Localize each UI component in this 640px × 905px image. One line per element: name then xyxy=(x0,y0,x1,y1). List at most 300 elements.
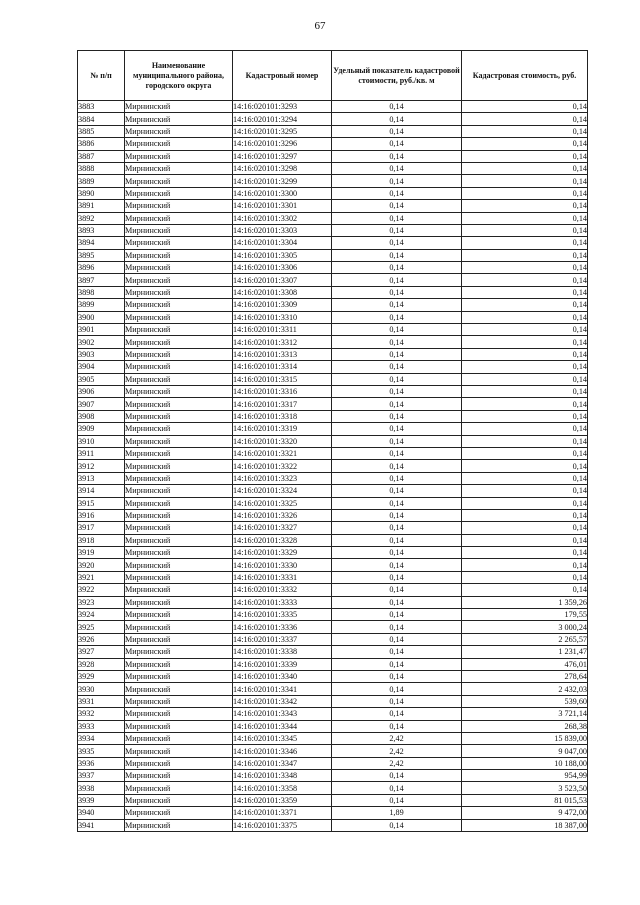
cadastral-number-cell: 14:16:020101:3332 xyxy=(233,584,332,596)
table-row xyxy=(78,571,588,583)
table-body xyxy=(78,101,588,832)
district-cell: Мирнинский xyxy=(125,584,233,596)
table-row xyxy=(78,745,588,757)
row-number-cell: 3923 xyxy=(78,596,125,608)
district-cell: Мирнинский xyxy=(125,398,233,410)
district-cell: Мирнинский xyxy=(125,633,233,645)
unit-value-cell: 0,14 xyxy=(332,336,462,348)
district-cell: Мирнинский xyxy=(125,745,233,757)
district-cell: Мирнинский xyxy=(125,150,233,162)
cadastral-value-cell: 278,64 xyxy=(462,670,588,682)
cadastral-value-cell: 0,14 xyxy=(462,497,588,509)
cadastral-value-cell: 0,14 xyxy=(462,125,588,137)
cadastral-value-cell: 0,14 xyxy=(462,286,588,298)
cadastral-value-table xyxy=(77,50,588,832)
row-number-cell: 3884 xyxy=(78,113,125,125)
district-cell: Мирнинский xyxy=(125,175,233,187)
cadastral-value-cell: 0,14 xyxy=(462,410,588,422)
unit-value-cell: 0,14 xyxy=(332,472,462,484)
cadastral-number-cell: 14:16:020101:3326 xyxy=(233,509,332,521)
district-cell: Мирнинский xyxy=(125,435,233,447)
table-row xyxy=(78,373,588,385)
unit-value-cell: 0,14 xyxy=(332,658,462,670)
unit-value-cell: 0,14 xyxy=(332,584,462,596)
table-row xyxy=(78,423,588,435)
row-number-cell: 3930 xyxy=(78,683,125,695)
unit-value-cell: 0,14 xyxy=(332,609,462,621)
district-cell: Мирнинский xyxy=(125,460,233,472)
district-cell: Мирнинский xyxy=(125,311,233,323)
row-number-cell: 3940 xyxy=(78,807,125,819)
cadastral-number-cell: 14:16:020101:3302 xyxy=(233,212,332,224)
cadastral-value-cell: 0,14 xyxy=(462,522,588,534)
cadastral-number-cell: 14:16:020101:3348 xyxy=(233,770,332,782)
row-number-cell: 3934 xyxy=(78,732,125,744)
cadastral-value-cell: 0,14 xyxy=(462,472,588,484)
cadastral-number-cell: 14:16:020101:3295 xyxy=(233,125,332,137)
table-row xyxy=(78,819,588,831)
unit-value-cell: 0,14 xyxy=(332,113,462,125)
table-row xyxy=(78,324,588,336)
unit-value-cell: 0,14 xyxy=(332,373,462,385)
table-row xyxy=(78,646,588,658)
row-number-cell: 3902 xyxy=(78,336,125,348)
cadastral-number-cell: 14:16:020101:3320 xyxy=(233,435,332,447)
unit-value-cell: 0,14 xyxy=(332,224,462,236)
cadastral-number-cell: 14:16:020101:3346 xyxy=(233,745,332,757)
table-row xyxy=(78,447,588,459)
unit-value-cell: 0,14 xyxy=(332,695,462,707)
table-row xyxy=(78,398,588,410)
row-number-cell: 3931 xyxy=(78,695,125,707)
table-row xyxy=(78,547,588,559)
unit-value-cell: 1,89 xyxy=(332,807,462,819)
cadastral-number-cell: 14:16:020101:3371 xyxy=(233,807,332,819)
cadastral-value-cell: 0,14 xyxy=(462,447,588,459)
table-row xyxy=(78,695,588,707)
cadastral-number-cell: 14:16:020101:3310 xyxy=(233,311,332,323)
cadastral-value-cell: 0,14 xyxy=(462,212,588,224)
cadastral-number-cell: 14:16:020101:3300 xyxy=(233,187,332,199)
cadastral-value-cell: 0,14 xyxy=(462,311,588,323)
cadastral-number-cell: 14:16:020101:3359 xyxy=(233,794,332,806)
row-number-cell: 3926 xyxy=(78,633,125,645)
cadastral-number-cell: 14:16:020101:3313 xyxy=(233,348,332,360)
row-number-cell: 3885 xyxy=(78,125,125,137)
district-cell: Мирнинский xyxy=(125,472,233,484)
row-number-cell: 3891 xyxy=(78,200,125,212)
cadastral-value-cell: 0,14 xyxy=(462,361,588,373)
cadastral-number-cell: 14:16:020101:3321 xyxy=(233,447,332,459)
row-number-cell: 3910 xyxy=(78,435,125,447)
row-number-cell: 3906 xyxy=(78,385,125,397)
cadastral-number-cell: 14:16:020101:3358 xyxy=(233,782,332,794)
cadastral-number-cell: 14:16:020101:3343 xyxy=(233,708,332,720)
district-cell: Мирнинский xyxy=(125,447,233,459)
table-row xyxy=(78,559,588,571)
cadastral-number-cell: 14:16:020101:3311 xyxy=(233,324,332,336)
table-row xyxy=(78,757,588,769)
header-district: Наименование муниципального района, городского округа xyxy=(125,51,233,101)
district-cell: Мирнинский xyxy=(125,571,233,583)
cadastral-value-cell: 0,14 xyxy=(462,187,588,199)
cadastral-value-cell: 81 015,53 xyxy=(462,794,588,806)
cadastral-number-cell: 14:16:020101:3315 xyxy=(233,373,332,385)
district-cell: Мирнинский xyxy=(125,187,233,199)
district-cell: Мирнинский xyxy=(125,534,233,546)
unit-value-cell: 0,14 xyxy=(332,782,462,794)
table-row xyxy=(78,633,588,645)
row-number-cell: 3911 xyxy=(78,447,125,459)
cadastral-number-cell: 14:16:020101:3309 xyxy=(233,299,332,311)
cadastral-value-cell: 0,14 xyxy=(462,584,588,596)
table-header-row xyxy=(78,51,588,101)
district-cell: Мирнинский xyxy=(125,348,233,360)
cadastral-number-cell: 14:16:020101:3328 xyxy=(233,534,332,546)
header-cadastral-number: Кадастровый номер xyxy=(233,51,332,101)
district-cell: Мирнинский xyxy=(125,138,233,150)
cadastral-value-cell: 0,14 xyxy=(462,175,588,187)
unit-value-cell: 0,14 xyxy=(332,633,462,645)
cadastral-number-cell: 14:16:020101:3347 xyxy=(233,757,332,769)
cadastral-value-cell: 0,14 xyxy=(462,559,588,571)
row-number-cell: 3890 xyxy=(78,187,125,199)
cadastral-number-cell: 14:16:020101:3314 xyxy=(233,361,332,373)
unit-value-cell: 0,14 xyxy=(332,435,462,447)
unit-value-cell: 0,14 xyxy=(332,670,462,682)
cadastral-value-cell: 0,14 xyxy=(462,274,588,286)
table-row xyxy=(78,175,588,187)
cadastral-number-cell: 14:16:020101:3345 xyxy=(233,732,332,744)
cadastral-value-cell: 0,14 xyxy=(462,348,588,360)
cadastral-number-cell: 14:16:020101:3318 xyxy=(233,410,332,422)
unit-value-cell: 0,14 xyxy=(332,509,462,521)
district-cell: Мирнинский xyxy=(125,819,233,831)
unit-value-cell: 0,14 xyxy=(332,571,462,583)
cadastral-value-cell: 9 472,00 xyxy=(462,807,588,819)
district-cell: Мирнинский xyxy=(125,732,233,744)
cadastral-value-cell: 1 359,26 xyxy=(462,596,588,608)
cadastral-number-cell: 14:16:020101:3308 xyxy=(233,286,332,298)
district-cell: Мирнинский xyxy=(125,224,233,236)
cadastral-number-cell: 14:16:020101:3330 xyxy=(233,559,332,571)
cadastral-number-cell: 14:16:020101:3312 xyxy=(233,336,332,348)
cadastral-number-cell: 14:16:020101:3341 xyxy=(233,683,332,695)
cadastral-number-cell: 14:16:020101:3317 xyxy=(233,398,332,410)
unit-value-cell: 0,14 xyxy=(332,212,462,224)
unit-value-cell: 0,14 xyxy=(332,683,462,695)
unit-value-cell: 0,14 xyxy=(332,125,462,137)
row-number-cell: 3939 xyxy=(78,794,125,806)
unit-value-cell: 0,14 xyxy=(332,200,462,212)
district-cell: Мирнинский xyxy=(125,757,233,769)
district-cell: Мирнинский xyxy=(125,646,233,658)
row-number-cell: 3888 xyxy=(78,162,125,174)
table-row xyxy=(78,262,588,274)
row-number-cell: 3929 xyxy=(78,670,125,682)
cadastral-number-cell: 14:16:020101:3303 xyxy=(233,224,332,236)
row-number-cell: 3915 xyxy=(78,497,125,509)
header-unit-value: Удельный показатель кадастровой стоимости, руб./кв. м xyxy=(332,51,462,101)
table-row xyxy=(78,658,588,670)
cadastral-number-cell: 14:16:020101:3306 xyxy=(233,262,332,274)
cadastral-value-cell: 476,01 xyxy=(462,658,588,670)
table-row xyxy=(78,385,588,397)
table-row xyxy=(78,435,588,447)
table-row xyxy=(78,522,588,534)
page-number: 67 xyxy=(314,20,326,32)
cadastral-value-cell: 0,14 xyxy=(462,547,588,559)
unit-value-cell: 0,14 xyxy=(332,324,462,336)
row-number-cell: 3908 xyxy=(78,410,125,422)
row-number-cell: 3916 xyxy=(78,509,125,521)
row-number-cell: 3912 xyxy=(78,460,125,472)
cadastral-value-cell: 15 839,00 xyxy=(462,732,588,744)
table-row xyxy=(78,299,588,311)
district-cell: Мирнинский xyxy=(125,162,233,174)
table-row xyxy=(78,621,588,633)
cadastral-number-cell: 14:16:020101:3342 xyxy=(233,695,332,707)
table-row xyxy=(78,782,588,794)
unit-value-cell: 0,14 xyxy=(332,646,462,658)
cadastral-value-cell: 0,14 xyxy=(462,150,588,162)
unit-value-cell: 0,14 xyxy=(332,534,462,546)
cadastral-value-cell: 0,14 xyxy=(462,571,588,583)
cadastral-value-cell: 0,14 xyxy=(462,101,588,113)
row-number-cell: 3896 xyxy=(78,262,125,274)
cadastral-number-cell: 14:16:020101:3297 xyxy=(233,150,332,162)
unit-value-cell: 0,14 xyxy=(332,138,462,150)
unit-value-cell: 0,14 xyxy=(332,485,462,497)
table-row xyxy=(78,670,588,682)
table-row xyxy=(78,274,588,286)
unit-value-cell: 0,14 xyxy=(332,770,462,782)
district-cell: Мирнинский xyxy=(125,423,233,435)
table-row xyxy=(78,286,588,298)
cadastral-value-cell: 0,14 xyxy=(462,398,588,410)
row-number-cell: 3886 xyxy=(78,138,125,150)
unit-value-cell: 0,14 xyxy=(332,385,462,397)
row-number-cell: 3901 xyxy=(78,324,125,336)
row-number-cell: 3887 xyxy=(78,150,125,162)
cadastral-value-cell: 179,55 xyxy=(462,609,588,621)
cadastral-number-cell: 14:16:020101:3293 xyxy=(233,101,332,113)
cadastral-value-cell: 0,14 xyxy=(462,385,588,397)
cadastral-value-cell: 954,99 xyxy=(462,770,588,782)
district-cell: Мирнинский xyxy=(125,770,233,782)
unit-value-cell: 0,14 xyxy=(332,460,462,472)
table-row xyxy=(78,497,588,509)
cadastral-number-cell: 14:16:020101:3299 xyxy=(233,175,332,187)
row-number-cell: 3938 xyxy=(78,782,125,794)
cadastral-number-cell: 14:16:020101:3338 xyxy=(233,646,332,658)
district-cell: Мирнинский xyxy=(125,336,233,348)
cadastral-number-cell: 14:16:020101:3340 xyxy=(233,670,332,682)
table-row xyxy=(78,224,588,236)
cadastral-number-cell: 14:16:020101:3298 xyxy=(233,162,332,174)
table-row xyxy=(78,249,588,261)
district-cell: Мирнинский xyxy=(125,670,233,682)
cadastral-number-cell: 14:16:020101:3337 xyxy=(233,633,332,645)
unit-value-cell: 0,14 xyxy=(332,361,462,373)
row-number-cell: 3935 xyxy=(78,745,125,757)
cadastral-number-cell: 14:16:020101:3324 xyxy=(233,485,332,497)
cadastral-number-cell: 14:16:020101:3323 xyxy=(233,472,332,484)
table-row xyxy=(78,534,588,546)
cadastral-value-cell: 0,14 xyxy=(462,237,588,249)
unit-value-cell: 0,14 xyxy=(332,175,462,187)
cadastral-number-cell: 14:16:020101:3344 xyxy=(233,720,332,732)
district-cell: Мирнинский xyxy=(125,200,233,212)
table-row xyxy=(78,732,588,744)
table-row xyxy=(78,361,588,373)
unit-value-cell: 0,14 xyxy=(332,720,462,732)
cadastral-value-cell: 2 432,03 xyxy=(462,683,588,695)
unit-value-cell: 0,14 xyxy=(332,150,462,162)
cadastral-value-cell: 3 000,24 xyxy=(462,621,588,633)
district-cell: Мирнинский xyxy=(125,361,233,373)
table-row xyxy=(78,683,588,695)
unit-value-cell: 2,42 xyxy=(332,745,462,757)
cadastral-value-cell: 0,14 xyxy=(462,299,588,311)
cadastral-number-cell: 14:16:020101:3336 xyxy=(233,621,332,633)
table-row xyxy=(78,509,588,521)
row-number-cell: 3889 xyxy=(78,175,125,187)
unit-value-cell: 0,14 xyxy=(332,348,462,360)
unit-value-cell: 0,14 xyxy=(332,621,462,633)
table-row xyxy=(78,348,588,360)
cadastral-number-cell: 14:16:020101:3322 xyxy=(233,460,332,472)
row-number-cell: 3917 xyxy=(78,522,125,534)
district-cell: Мирнинский xyxy=(125,299,233,311)
row-number-cell: 3903 xyxy=(78,348,125,360)
cadastral-number-cell: 14:16:020101:3305 xyxy=(233,249,332,261)
unit-value-cell: 0,14 xyxy=(332,299,462,311)
unit-value-cell: 0,14 xyxy=(332,311,462,323)
cadastral-number-cell: 14:16:020101:3296 xyxy=(233,138,332,150)
district-cell: Мирнинский xyxy=(125,596,233,608)
cadastral-value-cell: 18 387,00 xyxy=(462,819,588,831)
district-cell: Мирнинский xyxy=(125,708,233,720)
table-row xyxy=(78,584,588,596)
district-cell: Мирнинский xyxy=(125,609,233,621)
district-cell: Мирнинский xyxy=(125,720,233,732)
row-number-cell: 3898 xyxy=(78,286,125,298)
table-row xyxy=(78,596,588,608)
cadastral-value-cell: 3 721,14 xyxy=(462,708,588,720)
district-cell: Мирнинский xyxy=(125,262,233,274)
district-cell: Мирнинский xyxy=(125,286,233,298)
cadastral-value-cell: 0,14 xyxy=(462,485,588,497)
district-cell: Мирнинский xyxy=(125,807,233,819)
unit-value-cell: 0,14 xyxy=(332,237,462,249)
cadastral-value-cell: 1 231,47 xyxy=(462,646,588,658)
district-cell: Мирнинский xyxy=(125,522,233,534)
cadastral-value-cell: 0,14 xyxy=(462,162,588,174)
unit-value-cell: 0,14 xyxy=(332,447,462,459)
unit-value-cell: 0,14 xyxy=(332,262,462,274)
table-row xyxy=(78,794,588,806)
row-number-cell: 3941 xyxy=(78,819,125,831)
district-cell: Мирнинский xyxy=(125,385,233,397)
row-number-cell: 3900 xyxy=(78,311,125,323)
table-row xyxy=(78,720,588,732)
cadastral-value-cell: 268,38 xyxy=(462,720,588,732)
district-cell: Мирнинский xyxy=(125,794,233,806)
unit-value-cell: 0,14 xyxy=(332,101,462,113)
cadastral-number-cell: 14:16:020101:3304 xyxy=(233,237,332,249)
cadastral-number-cell: 14:16:020101:3325 xyxy=(233,497,332,509)
cadastral-value-cell: 0,14 xyxy=(462,423,588,435)
table-row xyxy=(78,125,588,137)
district-cell: Мирнинский xyxy=(125,695,233,707)
row-number-cell: 3909 xyxy=(78,423,125,435)
cadastral-value-cell: 0,14 xyxy=(462,534,588,546)
table-row xyxy=(78,212,588,224)
table-row xyxy=(78,770,588,782)
unit-value-cell: 0,14 xyxy=(332,794,462,806)
unit-value-cell: 0,14 xyxy=(332,547,462,559)
table-row xyxy=(78,101,588,113)
table-row xyxy=(78,162,588,174)
cadastral-value-cell: 0,14 xyxy=(462,324,588,336)
district-cell: Мирнинский xyxy=(125,547,233,559)
district-cell: Мирнинский xyxy=(125,274,233,286)
row-number-cell: 3927 xyxy=(78,646,125,658)
table-row xyxy=(78,200,588,212)
unit-value-cell: 0,14 xyxy=(332,559,462,571)
unit-value-cell: 0,14 xyxy=(332,162,462,174)
district-cell: Мирнинский xyxy=(125,509,233,521)
cadastral-value-cell: 0,14 xyxy=(462,200,588,212)
row-number-cell: 3894 xyxy=(78,237,125,249)
row-number-cell: 3892 xyxy=(78,212,125,224)
table-row xyxy=(78,150,588,162)
district-cell: Мирнинский xyxy=(125,237,233,249)
table-row xyxy=(78,138,588,150)
unit-value-cell: 0,14 xyxy=(332,274,462,286)
header-row-number: № п/п xyxy=(78,51,125,101)
unit-value-cell: 2,42 xyxy=(332,732,462,744)
district-cell: Мирнинский xyxy=(125,125,233,137)
cadastral-value-cell: 0,14 xyxy=(462,373,588,385)
cadastral-number-cell: 14:16:020101:3307 xyxy=(233,274,332,286)
cadastral-number-cell: 14:16:020101:3331 xyxy=(233,571,332,583)
cadastral-value-cell: 0,14 xyxy=(462,262,588,274)
cadastral-number-cell: 14:16:020101:3333 xyxy=(233,596,332,608)
row-number-cell: 3899 xyxy=(78,299,125,311)
unit-value-cell: 0,14 xyxy=(332,286,462,298)
table-row xyxy=(78,336,588,348)
cadastral-number-cell: 14:16:020101:3327 xyxy=(233,522,332,534)
district-cell: Мирнинский xyxy=(125,782,233,794)
district-cell: Мирнинский xyxy=(125,497,233,509)
cadastral-value-cell: 0,14 xyxy=(462,509,588,521)
district-cell: Мирнинский xyxy=(125,373,233,385)
unit-value-cell: 0,14 xyxy=(332,819,462,831)
row-number-cell: 3883 xyxy=(78,101,125,113)
row-number-cell: 3937 xyxy=(78,770,125,782)
cadastral-value-cell: 0,14 xyxy=(462,138,588,150)
cadastral-number-cell: 14:16:020101:3294 xyxy=(233,113,332,125)
cadastral-number-cell: 14:16:020101:3375 xyxy=(233,819,332,831)
district-cell: Мирнинский xyxy=(125,683,233,695)
cadastral-value-cell: 10 188,00 xyxy=(462,757,588,769)
district-cell: Мирнинский xyxy=(125,559,233,571)
table-row xyxy=(78,807,588,819)
row-number-cell: 3913 xyxy=(78,472,125,484)
table-row xyxy=(78,460,588,472)
